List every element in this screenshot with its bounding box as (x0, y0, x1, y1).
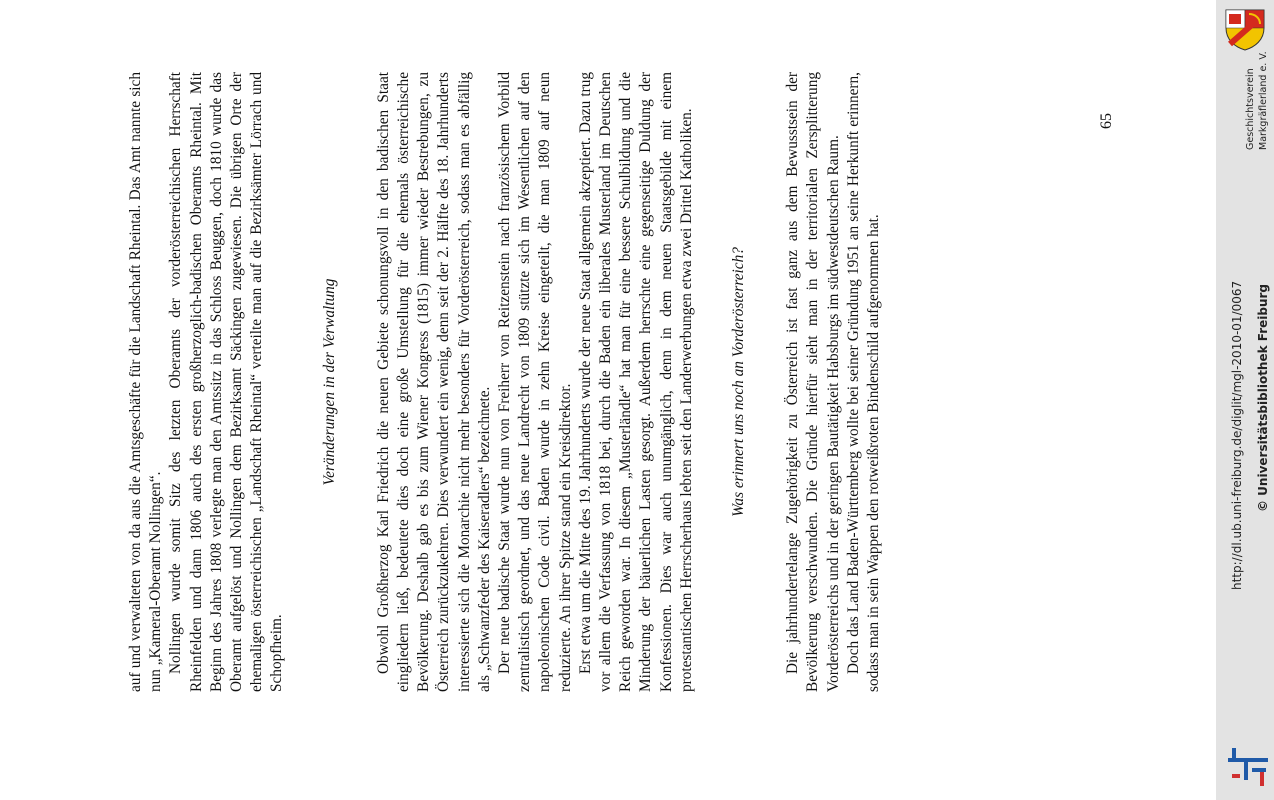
paragraph-6: Die jahrhundertelange Zugehörigkeit zu Österreich ist fast ganz aus dem Bewusstsein der Bevölkerung verschwunden. Die Gründe hierfür sieht man in der territorialen Zersplitterung Vorderösterreichs und in der geringen Bautätigkeit Habsburgs im südwestdeutschen Raum. (784, 72, 842, 692)
society-name-line2: Markgräflerland e. V. (1258, 51, 1269, 150)
ub-freiburg-logo-icon[interactable] (1226, 744, 1270, 790)
paragraph-3: Obwohl Großherzog Karl Friedrich die neuen Gebiete schonungsvoll in den badischen Staat eingliedern ließ, bedeutete dies doch eine große Umstellung für die ehemals österreichische Bevölkerung. Deshalb gab es bis zum Wiener Kongress (1815) immer wieder Bestrebungen, zu Österreich zurückzukehren. Dies verwundert ein wenig, denn seit der 2. Hälfte des 18. Jahrhunderts interessierte sich die Monarchie nicht mehr besonders für Vorderösterreich, sodass man es abfällig als „Schwanzfeder des Kaiseradlers“ bezeichnete. (374, 72, 493, 692)
society-name-line1: Geschichtsverein (1245, 68, 1256, 150)
paragraph-4: Der neue badische Staat wurde nun von Freiherr von Reitzenstein nach französischem Vorbild zentralistisch geordnet, und das neue Landrecht von 1809 stützte sich im Wesentlichen auf den napoleonischen Code civil. Baden wurde in zehn Kreise eingeteilt, die man 1809 auf neun reduzierte. An ihrer Spitze stand ein Kreisdirektor. (496, 72, 574, 692)
section-heading-verwaltung: Veränderungen in der Verwaltung (320, 278, 338, 486)
permalink-url[interactable]: http://dl.ub.uni-freiburg.de/diglit/mgl-2010-01/0067 (1230, 280, 1244, 590)
coat-of-arms-icon (1222, 6, 1268, 52)
copyright-notice: © Universitätsbibliothek Freiburg (1256, 283, 1270, 512)
paragraph-7: Doch das Land Baden-Württemberg wollte bei seiner Gründung 1951 an seine Herkunft erinnern, sodass man in sein Wappen den rotweißroten Bindenschild aufgenommen hat. (844, 72, 883, 692)
paragraph-1: auf und verwalteten von da aus die Amtsgeschäfte für die Landschaft Rheintal. Das Amt nannte sich nun „Kameral-Oberamt Nollingen“. (127, 72, 165, 692)
section-heading-vorderoesterreich: Was erinnert uns noch an Vorderösterreich? (730, 247, 748, 517)
page-number: 65 (1098, 113, 1115, 129)
paragraph-5: Erst etwa um die Mitte des 19. Jahrhunderts wurde der neue Staat allgemein akzeptiert. Dazu trug vor allem die Verfassung von 1818 bei, durch die Baden ein liberales Musterland im Deutschen Reich geworden war. In diesem „Musterländle“ hat man für eine bessere Schulbildung und die Minderung der bäuerlichen Lasten gesorgt. Außerdem herrschte eine gegenseitige Duldung der Konfessionen. Dies war auch unumgänglich, denn in dem neuen Staatsgebilde mit einem protestantischen Herrscherhaus lebten seit den Landerwerbungen etwa zwei Drittel Katholiken. (576, 72, 695, 692)
book-page-text (126, 72, 884, 692)
paragraph-2: Nollingen wurde somit Sitz des letzten Oberamts der vorderösterreichischen Herrschaft Rheinfelden und dann 1806 auch des ersten großherzoglich-badischen Oberamts Rheintal. Mit Beginn des Jahres 1808 verlegte man den Amtssitz in das Schloss Beuggen, doch 1810 wurde das Oberamt aufgelöst und Nollingen dem Bezirksamt Säckingen zugewiesen. Die übrigen Orte der ehemaligen österreichischen „Landschaft Rheintal“ verteilte man auf die Bezirksämter Lörrach und Schopfheim. (167, 72, 286, 692)
